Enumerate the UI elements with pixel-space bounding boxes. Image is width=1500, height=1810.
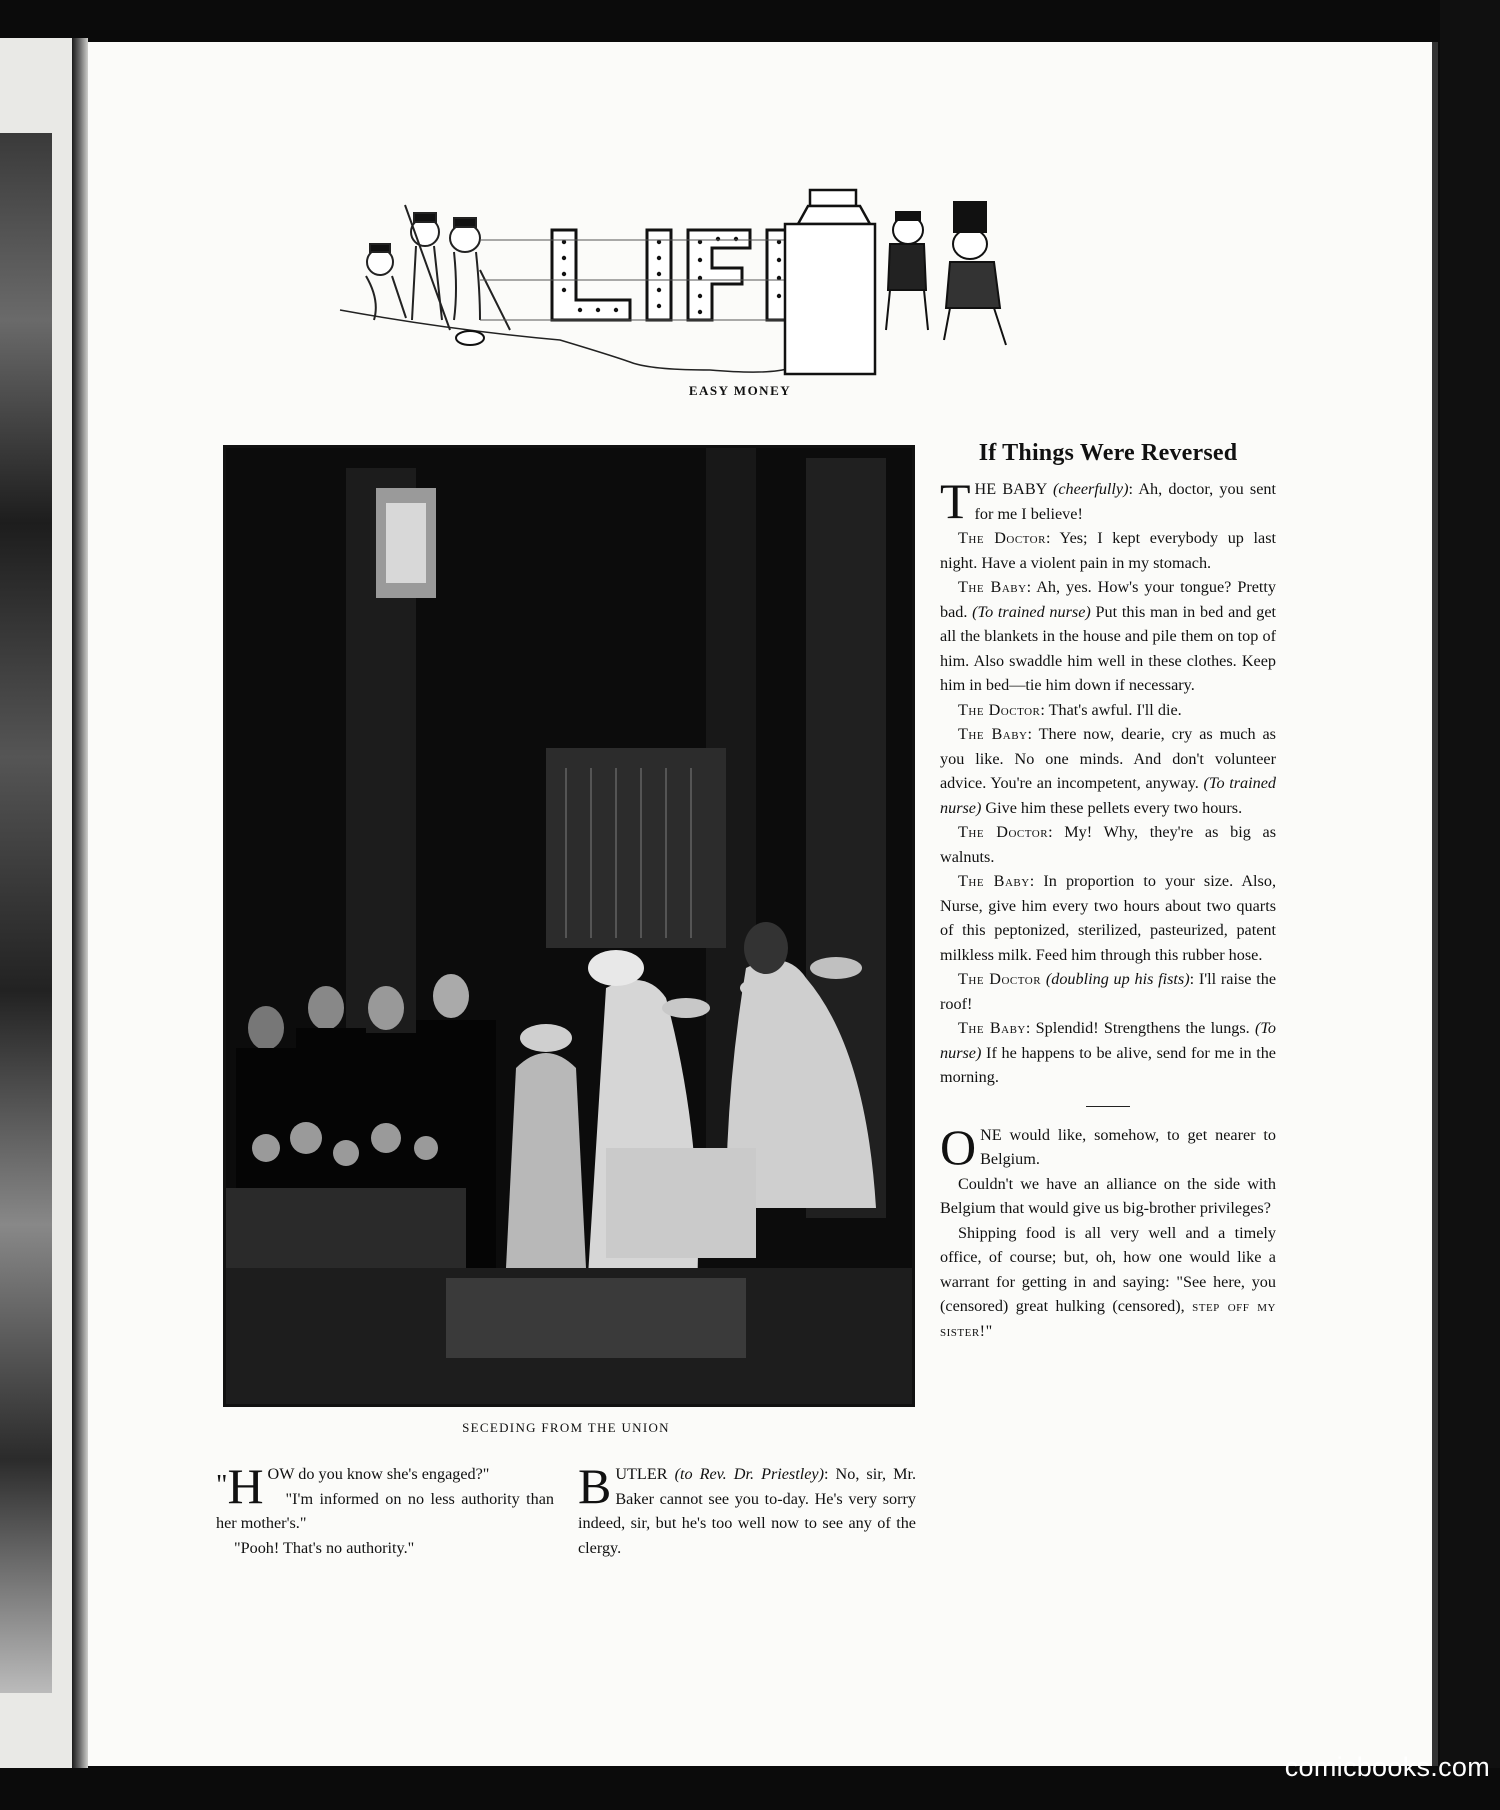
- speaker-name: The Baby: [958, 725, 1028, 743]
- stage-direction: (to Rev. Dr. Priestley): [674, 1465, 824, 1483]
- section-divider: [1086, 1106, 1130, 1107]
- paragraph-text: UTLER: [615, 1465, 675, 1483]
- emphasized-text: step off my sister!: [940, 1297, 1276, 1340]
- masthead-drawing: [330, 180, 1130, 380]
- stage-direction: (To trained nurse): [972, 602, 1091, 621]
- page-right-border: [1432, 42, 1438, 1766]
- belgium-paragraph: [940, 1221, 1276, 1344]
- article-if-things-were-reversed: [940, 440, 1276, 1343]
- paragraph-text: If he happens to be alive, send for me in the morning.: [940, 1043, 1276, 1086]
- joke-paragraph: "Pooh! That's no authority.": [234, 1538, 415, 1557]
- drop-cap: B: [578, 1458, 612, 1514]
- speaker-name: The Doctor: [958, 823, 1049, 841]
- scan-edge-top: [0, 0, 1500, 30]
- speaker-name: The Doctor: [958, 700, 1041, 719]
- site-watermark: comicbooks.com: [1284, 1752, 1490, 1782]
- facing-page-edge: [0, 38, 75, 1768]
- article-paragraph: [940, 1016, 1276, 1090]
- cartoon-caption: EASY MONEY: [688, 383, 792, 398]
- article-paragraph: [940, 473, 1276, 529]
- binding-gutter: [72, 38, 88, 1768]
- illustration-caption: SECEDING FROM THE UNION: [462, 1420, 670, 1435]
- article-title: If Things Were Reversed: [978, 440, 1238, 466]
- article-paragraph: [940, 820, 1276, 869]
- joke-paragraph: [578, 1458, 917, 1560]
- drop-cap: [216, 1458, 264, 1514]
- facing-page-image-strip: [0, 133, 52, 1693]
- scan-edge-right: [1440, 0, 1500, 1810]
- engaged-joke: [216, 1458, 554, 1560]
- paragraph-text: HE BABY: [974, 480, 1053, 498]
- article-paragraph: [940, 967, 1276, 1016]
- speaker-name: The Baby: [958, 872, 1030, 890]
- paragraph-text: Put this man in bed and get all the blankets in the house and pile them on top of him. Also swaddle him well in these clothes. Keep him in bed—tie him down if necessary.: [940, 602, 1276, 694]
- joke-paragraph: "I'm informed on no less authority than her mother's.": [216, 1489, 554, 1532]
- wedding-illustration: [223, 445, 915, 1407]
- paragraph-text: : No, sir, Mr. Baker cannot see you to-day. He's very sorry indeed, sir, but he's too well now to see any of the clergy.: [578, 1465, 917, 1557]
- article-paragraph: [940, 526, 1276, 575]
- paragraph-text: : Ah, yes. How's your tongue? Pretty bad.: [940, 578, 1276, 621]
- drop-cap: O: [940, 1118, 977, 1175]
- drop-cap-letter: H: [227, 1458, 264, 1514]
- drop-cap: T: [940, 473, 971, 529]
- wedding-scene-drawing: [226, 448, 912, 1404]
- article-paragraph: [940, 869, 1276, 967]
- paragraph-text: ": [985, 1321, 993, 1340]
- belgium-paragraph: Couldn't we have an alliance on the side with Belgium that would give us big-brother privileges?: [940, 1174, 1276, 1217]
- stage-direction: (cheerfully): [1052, 480, 1129, 498]
- life-masthead-cartoon: [330, 180, 1130, 380]
- article-paragraph: [940, 575, 1276, 698]
- belgium-paragraph: [940, 1118, 1276, 1175]
- paragraph-text: : Yes; I kept everybody up last night. Have a violent pain in my stomach.: [940, 529, 1276, 572]
- stage-direction: (To trained nurse): [940, 774, 1276, 817]
- paragraph-text: Shipping food is all very well and a timely office, of course; but, oh, how one would like a warrant for getting in and saying: "See here, you (censored) great hulking (censored),: [940, 1223, 1276, 1315]
- paragraph-text: OW do you know she's engaged?": [267, 1465, 490, 1483]
- stage-direction: (doubling up his fists): [1045, 970, 1190, 988]
- paragraph-text: : My! Why, they're as big as walnuts.: [940, 823, 1277, 866]
- paragraph-text: Give him these pellets every two hours.: [981, 798, 1243, 817]
- stage-direction: (To nurse): [940, 1019, 1277, 1062]
- paragraph-text: : In proportion to your size. Also, Nurse, give him every two hours about two quarts of this peptonized, sterilized, pasteurized, patent milkless milk. Feed him through this rubber hose.: [940, 872, 1276, 964]
- article-paragraph: [940, 722, 1276, 820]
- speaker-name: The Baby: [958, 1019, 1026, 1037]
- paragraph-text: : There now, dearie, cry as much as you like. No one minds. And don't volunteer advice. You're an incompetent, anyway.: [940, 725, 1276, 792]
- paragraph-text: NE would like, somehow, to get nearer to Belgium.: [980, 1125, 1276, 1168]
- paragraph-text: : That's awful. I'll die.: [1040, 700, 1182, 719]
- quote-mark: ": [216, 1470, 228, 1501]
- butler-joke: [578, 1458, 917, 1560]
- paragraph-text: : Splendid! Strengthens the lungs.: [1025, 1019, 1256, 1037]
- speaker-name: The Baby: [958, 578, 1027, 596]
- paragraph-text: : Ah, doctor, you sent for me I believe!: [974, 480, 1276, 523]
- paragraph-text: : I'll raise the roof!: [940, 970, 1276, 1013]
- speaker-name: The Doctor: [958, 529, 1046, 547]
- article-paragraph: [940, 698, 1276, 723]
- speaker-name: The Doctor: [958, 970, 1042, 988]
